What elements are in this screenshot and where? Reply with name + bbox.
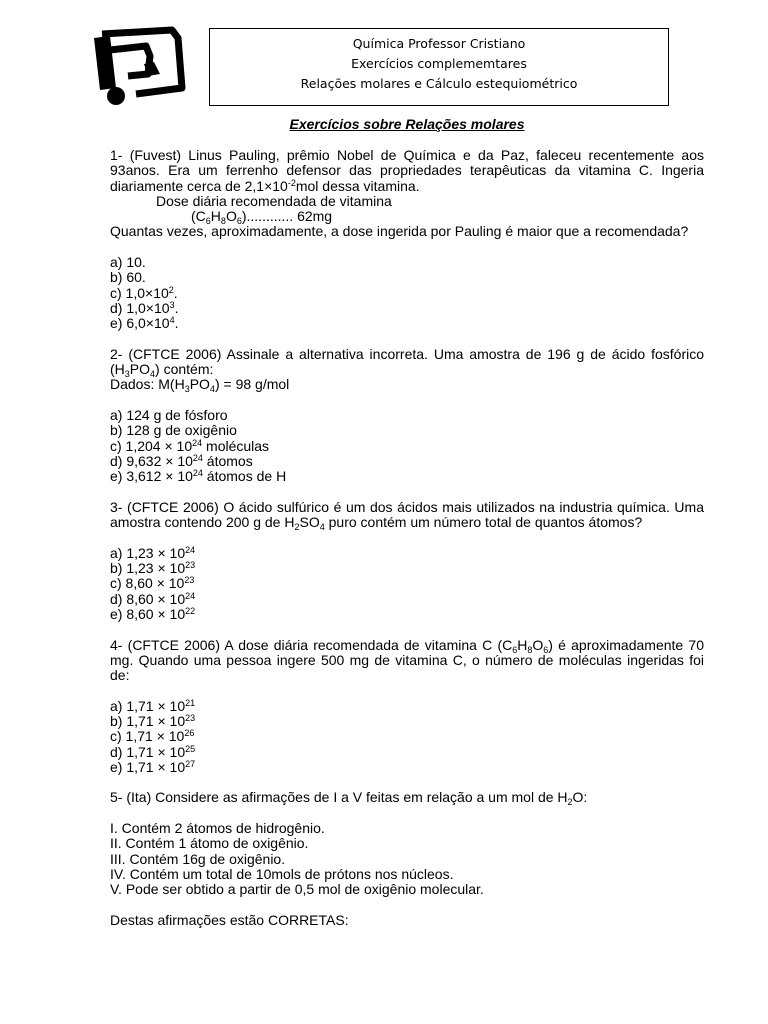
q2-option-d: d) $9,632 \times 10^{24}$ átomos xyxy=(110,452,253,469)
q4-option-a: a) $1,71 \times 10^{21}$ xyxy=(110,697,196,714)
q4-option-e: e) $1,71 \times 10^{27}$ xyxy=(110,758,196,775)
q2-option-b: b) 128 g de oxigênio xyxy=(110,422,237,439)
q1-option-b: b) 60. xyxy=(110,269,146,286)
q3-option-b: b) $1,23 \times 10^{23}$ xyxy=(110,560,196,577)
q1-option-e: e) $6,0\times 10^4$. xyxy=(110,315,179,332)
q1-option-c: c) $1,0\times 10^2$. xyxy=(110,284,178,301)
q2-statement: 2- (CFTCE 2006) Assinale a alternativa incorreta. Uma amostra de 196 g de ácido fosfórico $(H_3PO_4)$ contém: xyxy=(110,345,704,380)
q4-statement: 4- (CFTCE 2006) A dose diária recomendada de vitamina C $(C_6H_8O_6)$ é aproximadamente 70 mg. Quando uma pessoa ingere 500 mg de vitamina C, o número de moléculas ingeridas foi de: xyxy=(110,636,704,684)
q5-item-2: II. Contém 1 átomo de oxigênio. xyxy=(110,835,309,852)
q2-option-c: c) $1,204 \times 10^{24}$ moléculas xyxy=(110,437,270,454)
q5-item-1: I. Contém 2 átomos de hidrogênio. xyxy=(110,820,325,837)
q1-option-a: a) 10. xyxy=(110,254,146,271)
q1-statement xyxy=(110,148,704,194)
q4-option-c: c) $1,71 \times 10^{26}$ xyxy=(110,728,195,745)
q5-closing: Destas afirmações estão CORRETAS: xyxy=(110,911,349,928)
q4-option-d: d) $1,71 \times 10^{25}$ xyxy=(110,743,196,760)
q3-option-a: a) $1,23 \times 10^{24}$ xyxy=(110,544,196,561)
header-line-2: Exercícios complememtares xyxy=(351,56,527,71)
q5-item-4: IV. Contém um total de 10mols de prótons nos núcleos. xyxy=(110,865,454,882)
q2-option-e: e) $3,612 \times 10^{24}$ átomos de H xyxy=(110,468,287,485)
header-line-3: Relações molares e Cálculo estequiométrico xyxy=(300,76,578,91)
q3-option-d: d) $8,60 \times 10^{24}$ xyxy=(110,590,196,607)
q2-dados: Dados: $M(H_3PO_4) = 98$ g/mol xyxy=(110,376,290,395)
q1-intro-end: mol dessa vitamina. xyxy=(295,177,420,194)
q5-item-3: III. Contém 16g de oxigênio. xyxy=(110,850,286,867)
q1-dose-label: Dose diária recomendada de vitamina xyxy=(156,192,392,209)
header-box xyxy=(209,28,669,106)
logo-icon xyxy=(88,26,194,106)
section-title: Exercícios sobre Relações molares xyxy=(289,116,525,132)
q5-statement: 5- (Ita) Considere as afirmações de I a V feitas em relação a um mol de $H_2O$: xyxy=(110,789,588,808)
q1-option-d: d) $1,0\times 10^3$. xyxy=(110,299,179,316)
q3-option-c: c) $8,60 \times 10^{23}$ xyxy=(110,575,195,592)
q1-formula: $(C_6H_8O_6)$............ 62mg xyxy=(191,208,333,227)
q4-option-b: b) $1,71 \times 10^{23}$ xyxy=(110,712,196,729)
q1-question: Quantas vezes, aproximadamente, a dose ingerida por Pauling é maior que a recomendada? xyxy=(110,223,689,240)
exercise-list xyxy=(110,148,704,928)
q2-option-a: a) 124 g de fósforo xyxy=(110,407,228,424)
q1-intro: 1- (Fuvest) Linus Pauling, prêmio Nobel de Química e da Paz, faleceu recentemente aos 93anos. Era um ferrenho defensor das propriedades terapêuticas da vitamina C. Ingeria diariamente cerca de 2,1×10 xyxy=(110,147,704,194)
q3-option-e: e) $8,60 \times 10^{22}$ xyxy=(110,605,196,622)
q1-exponent: -2 xyxy=(287,177,296,188)
q3-statement: 3- (CFTCE 2006) O ácido sulfúrico é um dos ácidos mais utilizados na industria química. Uma amostra contendo 200 g de $H_2SO_4$ puro contém um número total de quantos átomos? xyxy=(110,498,704,533)
q5-item-5: V. Pode ser obtido a partir de 0,5 mol de oxigênio molecular. xyxy=(110,881,484,898)
header-line-1: Química Professor Cristiano xyxy=(352,36,526,51)
